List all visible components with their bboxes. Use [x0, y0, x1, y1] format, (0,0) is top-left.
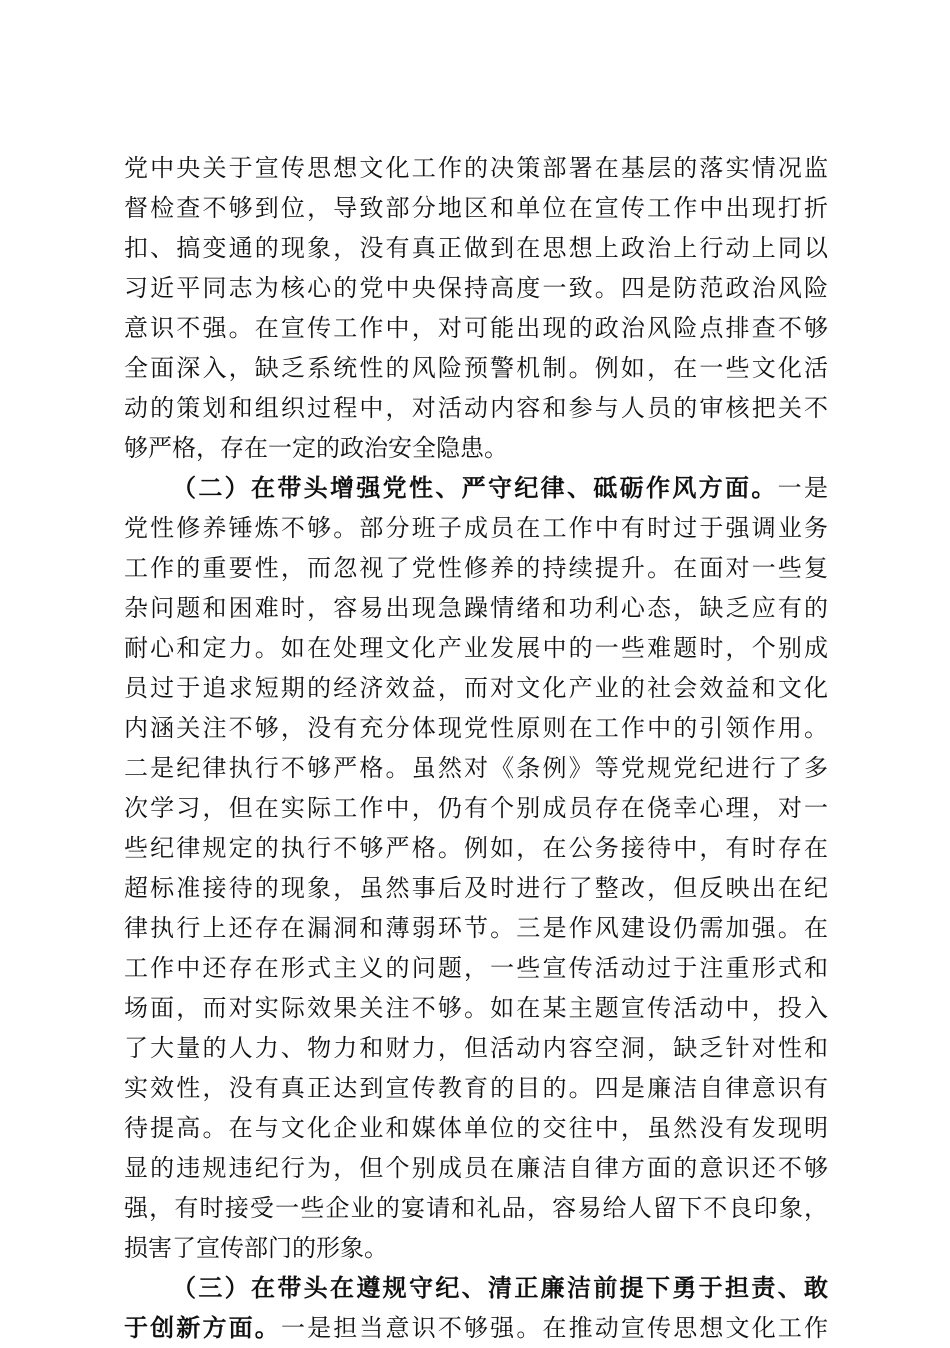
text-line: 律执行上还存在漏洞和薄弱环节。三是作风建设仍需加强。在 [124, 914, 828, 942]
text-line: 习近平同志为核心的党中央保持高度一致。四是防范政治风险 [124, 274, 828, 302]
text-line: 工作中还存在形式主义的问题，一些宣传活动过于注重形式和 [124, 954, 828, 982]
text-line: 显的违规违纪行为，但个别成员在廉洁自律方面的意识还不够 [124, 1154, 828, 1182]
text-line: 动的策划和组织过程中，对活动内容和参与人员的审核把关不 [124, 394, 828, 422]
text-line: 耐心和定力。如在处理文化产业发展中的一些难题时，个别成 [124, 634, 828, 662]
text-line: 些纪律规定的执行不够严格。例如，在公务接待中，有时存在 [124, 834, 828, 862]
text-line: 内涵关注不够，没有充分体现党性原则在工作中的引领作用。 [124, 714, 828, 742]
section-heading-line [124, 1268, 828, 1308]
text-line: 杂问题和困难时，容易出现急躁情绪和功利心态，缺乏应有的 [124, 594, 828, 622]
text-line: 实效性，没有真正达到宣传教育的目的。四是廉洁自律意识有 [124, 1074, 828, 1102]
text-line: 次学习，但在实际工作中，仍有个别成员存在侥幸心理，对一 [124, 794, 828, 822]
text-line: 超标准接待的现象，虽然事后及时进行了整改，但反映出在纪 [124, 874, 828, 902]
text-line: 了大量的人力、物力和财力，但活动内容空洞，缺乏针对性和 [124, 1034, 828, 1062]
section-heading: （二）在带头增强党性、严守纪律、砥砺作风方面。 [172, 473, 778, 502]
section-heading: 于创新方面。 [124, 1313, 281, 1342]
text-line: 场面，而对实际效果关注不够。如在某主题宣传活动中，投入 [124, 994, 828, 1022]
section-heading: （三）在带头在遵规守纪、清正廉洁前提下勇于担责、敢 [172, 1273, 828, 1302]
text-line: 督检查不够到位，导致部分地区和单位在宣传工作中出现打折 [124, 194, 828, 222]
text-line: 待提高。在与文化企业和媒体单位的交往中，虽然没有发现明 [124, 1114, 828, 1142]
text-line: 损害了宣传部门的形象。 [124, 1234, 388, 1262]
text-line: 党中央关于宣传思想文化工作的决策部署在基层的落实情况监 [124, 154, 828, 182]
text-line: 员过于追求短期的经济效益，而对文化产业的社会效益和文化 [124, 674, 828, 702]
text-line: 扣、搞变通的现象，没有真正做到在思想上政治上行动上同以 [124, 234, 828, 262]
text-line: 于创新方面。一是担当意识不够强。在推动宣传思想文化工作 [124, 1313, 828, 1342]
text-line: 全面深入，缺乏系统性的风险预警机制。例如，在一些文化活 [124, 354, 828, 382]
text-line: 工作的重要性，而忽视了党性修养的持续提升。在面对一些复 [124, 554, 828, 582]
text-line: 够严格，存在一定的政治安全隐患。 [124, 434, 508, 462]
section-heading-line: （二）在带头增强党性、严守纪律、砥砺作风方面。一是 [172, 473, 828, 502]
text-line: 二是纪律执行不够严格。虽然对《条例》等党规党纪进行了多 [124, 754, 828, 782]
text-line: 意识不强。在宣传工作中，对可能出现的政治风险点排查不够 [124, 314, 828, 342]
text-line: 党性修养锤炼不够。部分班子成员在工作中有时过于强调业务 [124, 514, 828, 542]
body-text [124, 148, 828, 1348]
text-line: 强，有时接受一些企业的宴请和礼品，容易给人留下不良印象， [124, 1194, 828, 1222]
